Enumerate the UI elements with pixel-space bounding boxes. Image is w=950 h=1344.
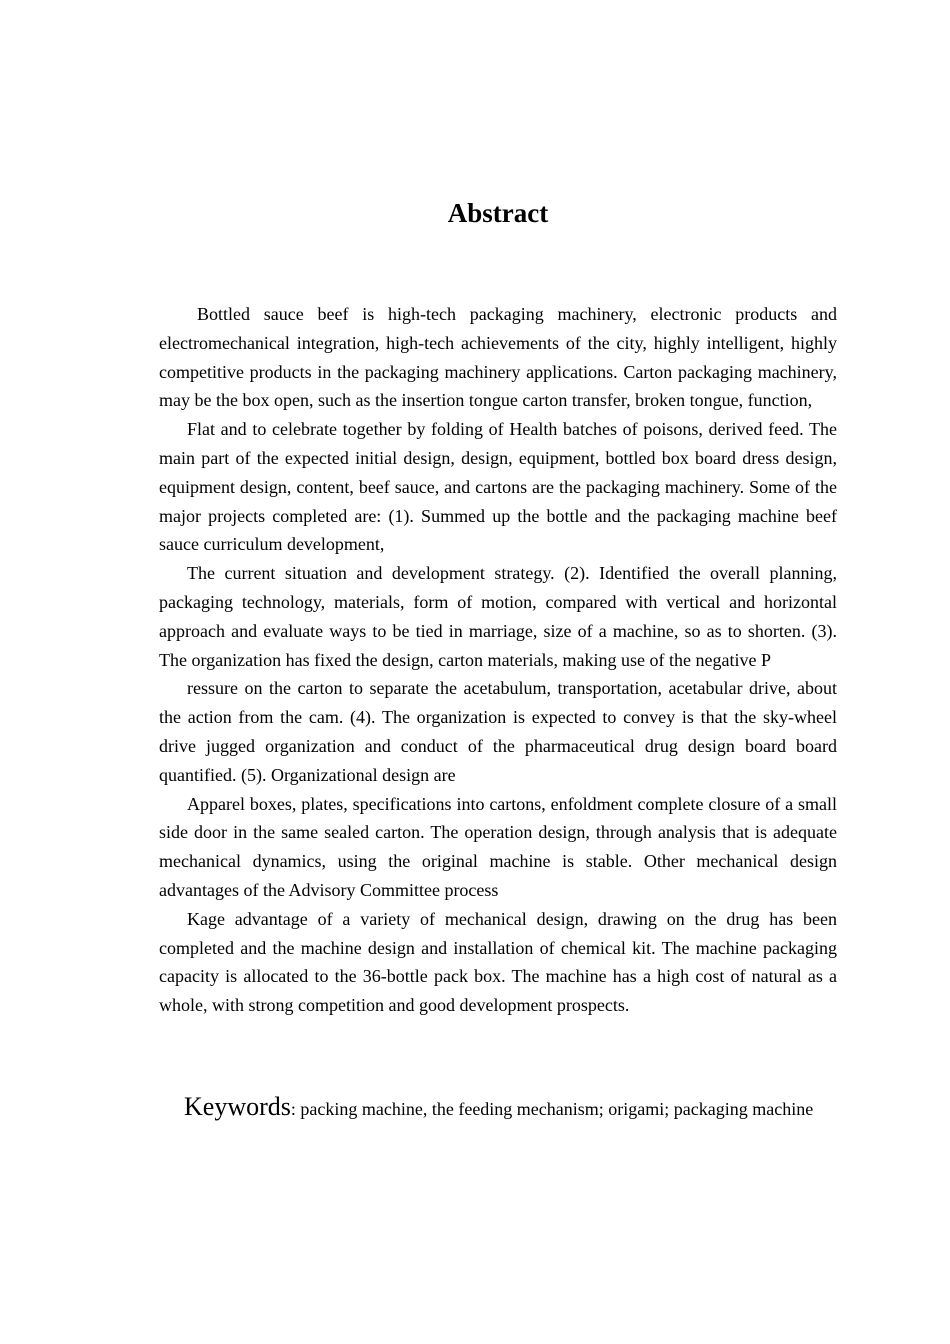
keywords-line	[159, 1086, 837, 1130]
keywords-separator: :	[290, 1099, 296, 1119]
abstract-paragraph-6: Kage advantage of a variety of mechanical design, drawing on the drug has been completed and the machine design and installation of chemical kit. The machine packaging capacity is allocated to the 36-bottle pack box. The machine has a high cost of natural as a whole, with strong competition and good development prospects.	[159, 908, 837, 1016]
abstract-paragraph-4: ressure on the carton to separate the acetabulum, transportation, acetabular drive, about the action from the cam. (4). The organization is expected to convey is that the sky-wheel drive jugged organization and conduct of the pharmaceutical drug design board board quantified. (5). Organizational design are	[159, 678, 837, 785]
keywords-text: packing machine, the feeding mechanism; origami; packaging machine	[295, 1099, 814, 1119]
keywords-label: Keywords	[184, 1092, 291, 1121]
abstract-body	[159, 300, 837, 1020]
page-title: Abstract	[447, 198, 549, 228]
abstract-paragraph-5: Apparel boxes, plates, specifications into cartons, enfoldment complete closure of a small side door in the same sealed carton. The operation design, through analysis that is adequate mechanical dynamics, using the original machine is stable. Other mechanical design advantages of the Advisory Committee process	[159, 793, 837, 900]
abstract-paragraph-2: Flat and to celebrate together by folding of Health batches of poisons, derived feed. The main part of the expected initial design, design, equipment, bottled box board dress design, equipment design, content, beef sauce, and cartons are the packaging machinery. Some of the major projects completed are: (1). Summed up the bottle and the packaging machine beef sauce curriculum development,	[159, 419, 837, 555]
abstract-paragraph-1: Bottled sauce beef is high-tech packaging machinery, electronic products and electromechanical integration, high-tech achievements of the city, highly intelligent, highly competitive products in the packaging machinery applications. Carton packaging machinery, may be the box open, such as the insertion tongue carton transfer, broken tongue, function,	[159, 304, 837, 411]
abstract-paragraph-3: The current situation and development strategy. (2). Identified the overall planning, packaging technology, materials, form of motion, compared with vertical and horizontal approach and evaluate ways to be tied in marriage, size of a machine, so as to shorten. (3). The organization has fixed the design, carton materials, making use of the negative P	[159, 563, 837, 670]
